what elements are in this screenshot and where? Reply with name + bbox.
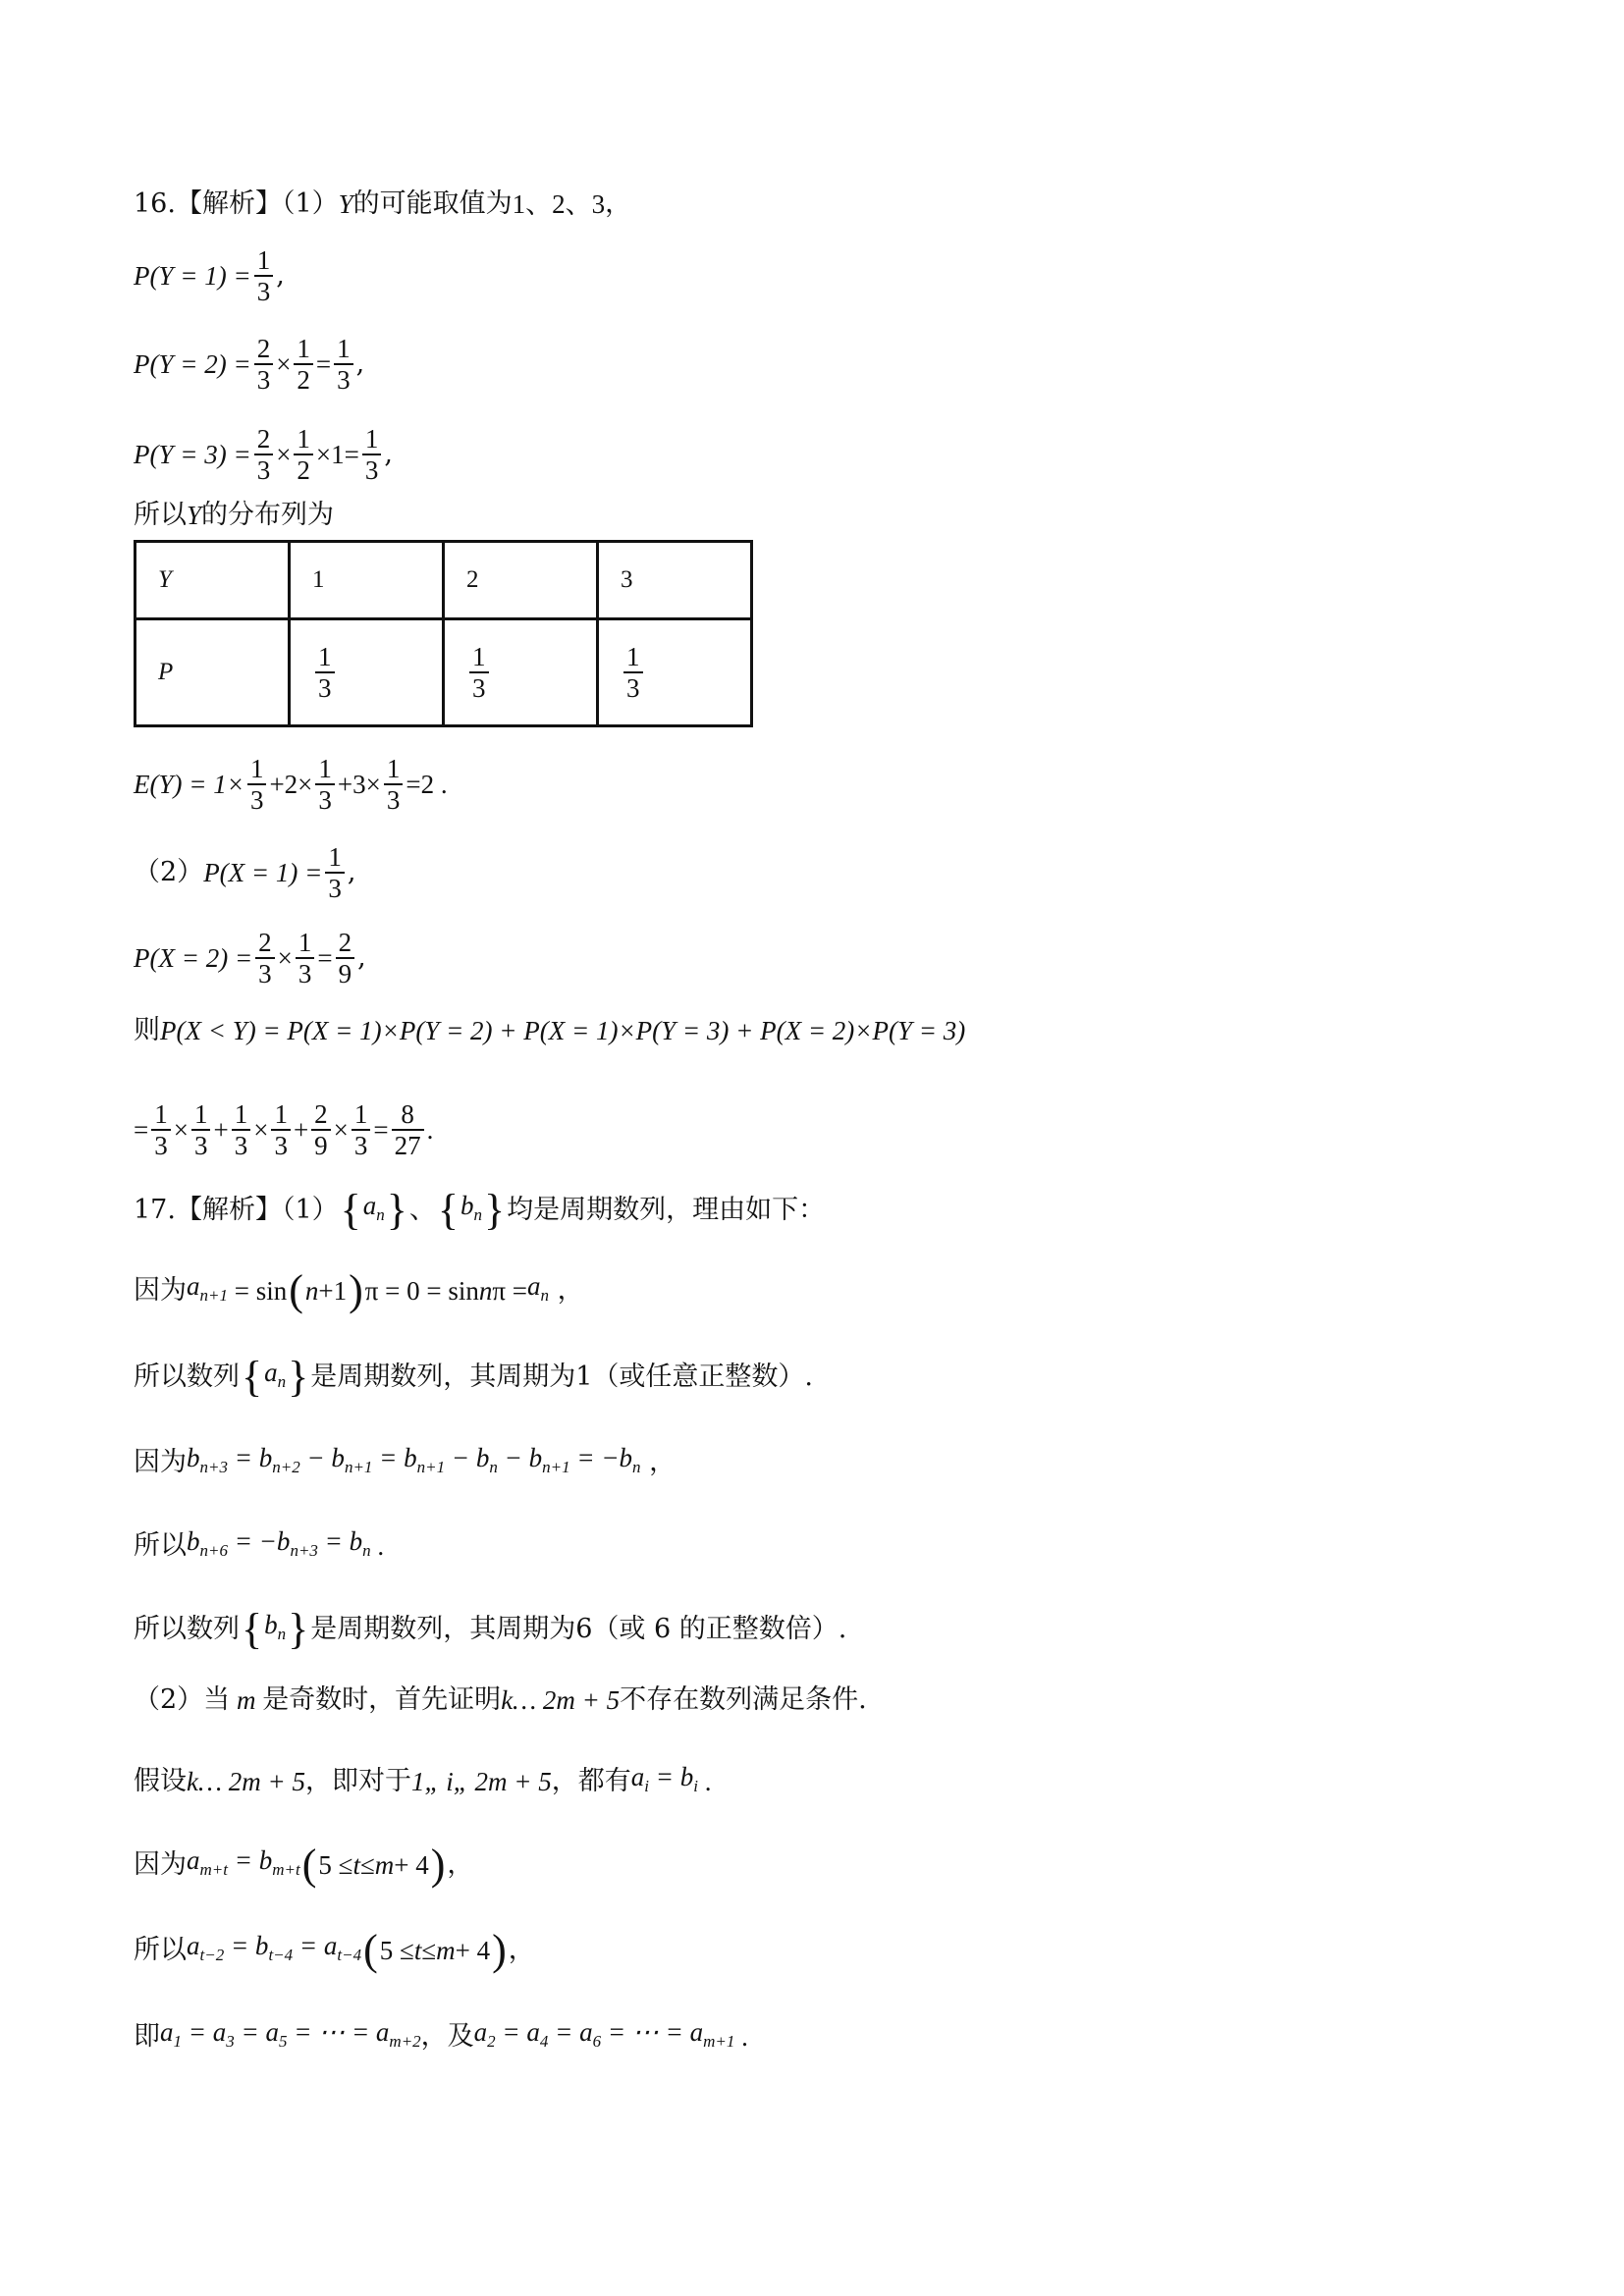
period-text: 是周期数列，其周期为 — [310, 1614, 576, 1644]
frac: $\frac{1}{2}$ — [294, 334, 313, 395]
p-y1-lhs: P(Y = 1) = — [134, 261, 251, 291]
q16-header: 16.【解析】（1） — [134, 188, 339, 219]
px2-lhs: P(X = 2) = — [134, 943, 253, 973]
frac: $\frac{1}{2}$ — [294, 424, 313, 485]
frac: $\frac{1}{3}$ — [271, 1099, 291, 1160]
frac: $\frac{2}{3}$ — [254, 424, 274, 485]
period-value: 6（或 6 的正整数倍）. — [575, 1614, 847, 1644]
period-text: 是周期数列，其周期为 — [310, 1362, 576, 1392]
so: 所以 — [134, 1614, 187, 1644]
q17-at2: 所以 $a_{t-2} = b_{t-4} = a_{t-4}$ ( 5 ≤ t ≤ m + 4 ) ， — [134, 1926, 535, 1974]
q17-line-an: 因为 $a_{n+1}$ = sin ( n +1 ) π = 0 = sin n π = $a_n$ ， — [134, 1266, 584, 1314]
px2-line: P(X = 2) = $\frac{2}{3}$ × $\frac{1}{3}$ = $\frac{2}{9}$ , — [134, 928, 366, 988]
q17-line-bn: 因为 $b_{n+3} = b_{n+2} - b_{n+1} = b_{n+1} - b_n - b_{n+1} = -b_n$ ， — [134, 1438, 676, 1487]
table-cell: 2 — [444, 542, 598, 619]
var-y: Y — [187, 501, 202, 530]
part2-label: （2） — [134, 857, 204, 887]
q17-line-bn6: 所以 $b_{n+6} = -b_{n+3} = b_n$ . — [134, 1522, 384, 1571]
p-y2-line: P(Y = 2) = $\frac{2}{3}$ × $\frac{1}{2}$ = $\frac{1}{3}$ , — [134, 334, 365, 395]
expectation-line: E(Y) = 1× $\frac{1}{3}$ +2× $\frac{1}{3}$ +3× $\frac{1}{3}$ =2 . — [134, 754, 448, 815]
q17-header: 17.【解析】（1） — [134, 1195, 339, 1225]
table-cell: Y — [135, 542, 290, 619]
frac: $\frac{1}{3}$ — [296, 928, 315, 988]
q17-intro: 17.【解析】（1） { $a_n$ } 、 { $b_n$ } 均是周期数列，理由如下： — [134, 1186, 826, 1234]
table-cell — [444, 619, 598, 726]
final-result: $\frac{8}{27}$ — [392, 1099, 424, 1160]
table-cell — [598, 619, 752, 726]
table-row — [135, 542, 752, 619]
intro-end: ， — [605, 188, 632, 219]
p-y1-line: P(Y = 1) = $\frac{1}{3}$ , — [134, 245, 285, 306]
frac: $\frac{1}{3}$ — [254, 245, 274, 306]
p2-c: 不存在数列满足条件. — [620, 1684, 867, 1715]
q17-line-an-period: 所以 数列 { $a_n$ } 是周期数列，其周期为 1（或任意正整数）. — [134, 1353, 814, 1401]
frac: $\frac{1}{3}$ — [151, 1099, 171, 1160]
because: 因为 — [134, 1849, 187, 1880]
frac: $\frac{1}{3}$ — [334, 334, 353, 395]
frac: $\frac{1}{3}$ — [315, 642, 335, 703]
frac: $\frac{2}{3}$ — [254, 334, 274, 395]
dist-intro — [134, 496, 334, 535]
y-values: 1、2、3 — [512, 189, 606, 219]
frac: $\frac{2}{3}$ — [255, 928, 275, 988]
period-value: 1（或任意正整数）. — [575, 1362, 814, 1392]
pxy-result-line: = $\frac{1}{3}$ × $\frac{1}{3}$ + $\frac{1}{3}$ × $\frac{1}{3}$ + $\frac{2}{9}$ × $\frac{1}{3}$ = $\frac{8}{27}$ . — [134, 1099, 434, 1160]
and: ，及 — [420, 2021, 474, 2052]
frac: $\frac{1}{3}$ — [315, 754, 335, 815]
frac: $\frac{1}{3}$ — [469, 642, 489, 703]
frac: $\frac{1}{3}$ — [191, 1099, 211, 1160]
ey-lhs: E(Y) = 1× — [134, 770, 244, 799]
q17-line-bn-period: 所以 数列 { $b_n$ } 是周期数列，其周期为 6（或 6 的正整数倍）. — [134, 1605, 847, 1653]
frac: $\frac{2}{9}$ — [311, 1099, 331, 1160]
table-cell: 1 — [290, 542, 444, 619]
dist-intro-tail: 的分布列为 — [201, 500, 335, 530]
intro-text: 的可能取值为 — [352, 188, 513, 219]
frac: $\frac{1}{3}$ — [232, 1099, 251, 1160]
table-cell: P — [135, 619, 290, 726]
pxy-line — [134, 1011, 965, 1050]
so: 所以 — [134, 1935, 187, 1965]
pxy-prefix: 则 — [134, 1015, 160, 1045]
frac: $\frac{1}{3}$ — [247, 754, 267, 815]
q17-part2: （2）当 m 是奇数时，首先证明 k… 2m + 5 不存在数列满足条件. — [134, 1681, 867, 1720]
q17-conclusion: 即 $a_1 = a_3 = a_5$ = ⋯ = $a_{m+2}$ ，及 $a_2 = a_4 = a_6$ = ⋯ = $a_{m+1}$ . — [134, 2012, 748, 2061]
table-cell — [290, 619, 444, 726]
p-y3-line: P(Y = 3) = $\frac{2}{3}$ × $\frac{1}{2}$ ×1= $\frac{1}{3}$ , — [134, 424, 393, 485]
because: 因为 — [134, 1447, 187, 1477]
q17-assume: 假设 k… 2m + 5 ，即对于 1„ i„ 2m + 5 ，都有 $a_i = b_i$ . — [134, 1757, 711, 1806]
ie: 即 — [134, 2021, 160, 2052]
so: 所以 — [134, 1362, 187, 1392]
frac: $\frac{1}{3}$ — [352, 1099, 371, 1160]
frac: $\frac{1}{3}$ — [325, 842, 345, 903]
part2-px1: （2） P(X = 1) = $\frac{1}{3}$ , — [134, 842, 356, 903]
dist-intro-text: 所以 — [134, 500, 187, 530]
distribution-table — [134, 540, 753, 727]
q17-l1-tail: 均是周期数列，理由如下： — [507, 1195, 826, 1225]
p-y3-lhs: P(Y = 3) = — [134, 440, 251, 469]
frac: $\frac{1}{3}$ — [362, 424, 382, 485]
frac: $\frac{1}{3}$ — [384, 754, 404, 815]
frac: $\frac{1}{3}$ — [623, 642, 643, 703]
pxy-expr: P(X < Y) = P(X = 1)×P(Y = 2) + P(X = 1)×P(Y = 3) + P(X = 2)×P(Y = 3) — [160, 1016, 966, 1045]
p2-b: 是奇数时，首先证明 — [262, 1684, 502, 1715]
p2-a: （2）当 — [134, 1684, 231, 1715]
px1-lhs: P(X = 1) = — [203, 858, 323, 887]
for-all: ，即对于 — [304, 1766, 411, 1796]
have: ，都有 — [551, 1766, 631, 1796]
q17-amt: 因为 $a_{m+t} = b_{m+t}$ ( 5 ≤ t ≤ m + 4 ) ， — [134, 1841, 474, 1889]
frac: $\frac{2}{9}$ — [336, 928, 355, 988]
so: 所以 — [134, 1530, 187, 1561]
table-row — [135, 619, 752, 726]
because: 因为 — [134, 1275, 187, 1306]
p-y2-lhs: P(Y = 2) = — [134, 349, 251, 379]
q16-intro — [134, 185, 631, 224]
assume: 假设 — [134, 1766, 187, 1796]
var-y: Y — [338, 189, 353, 219]
table-cell: 3 — [598, 542, 752, 619]
